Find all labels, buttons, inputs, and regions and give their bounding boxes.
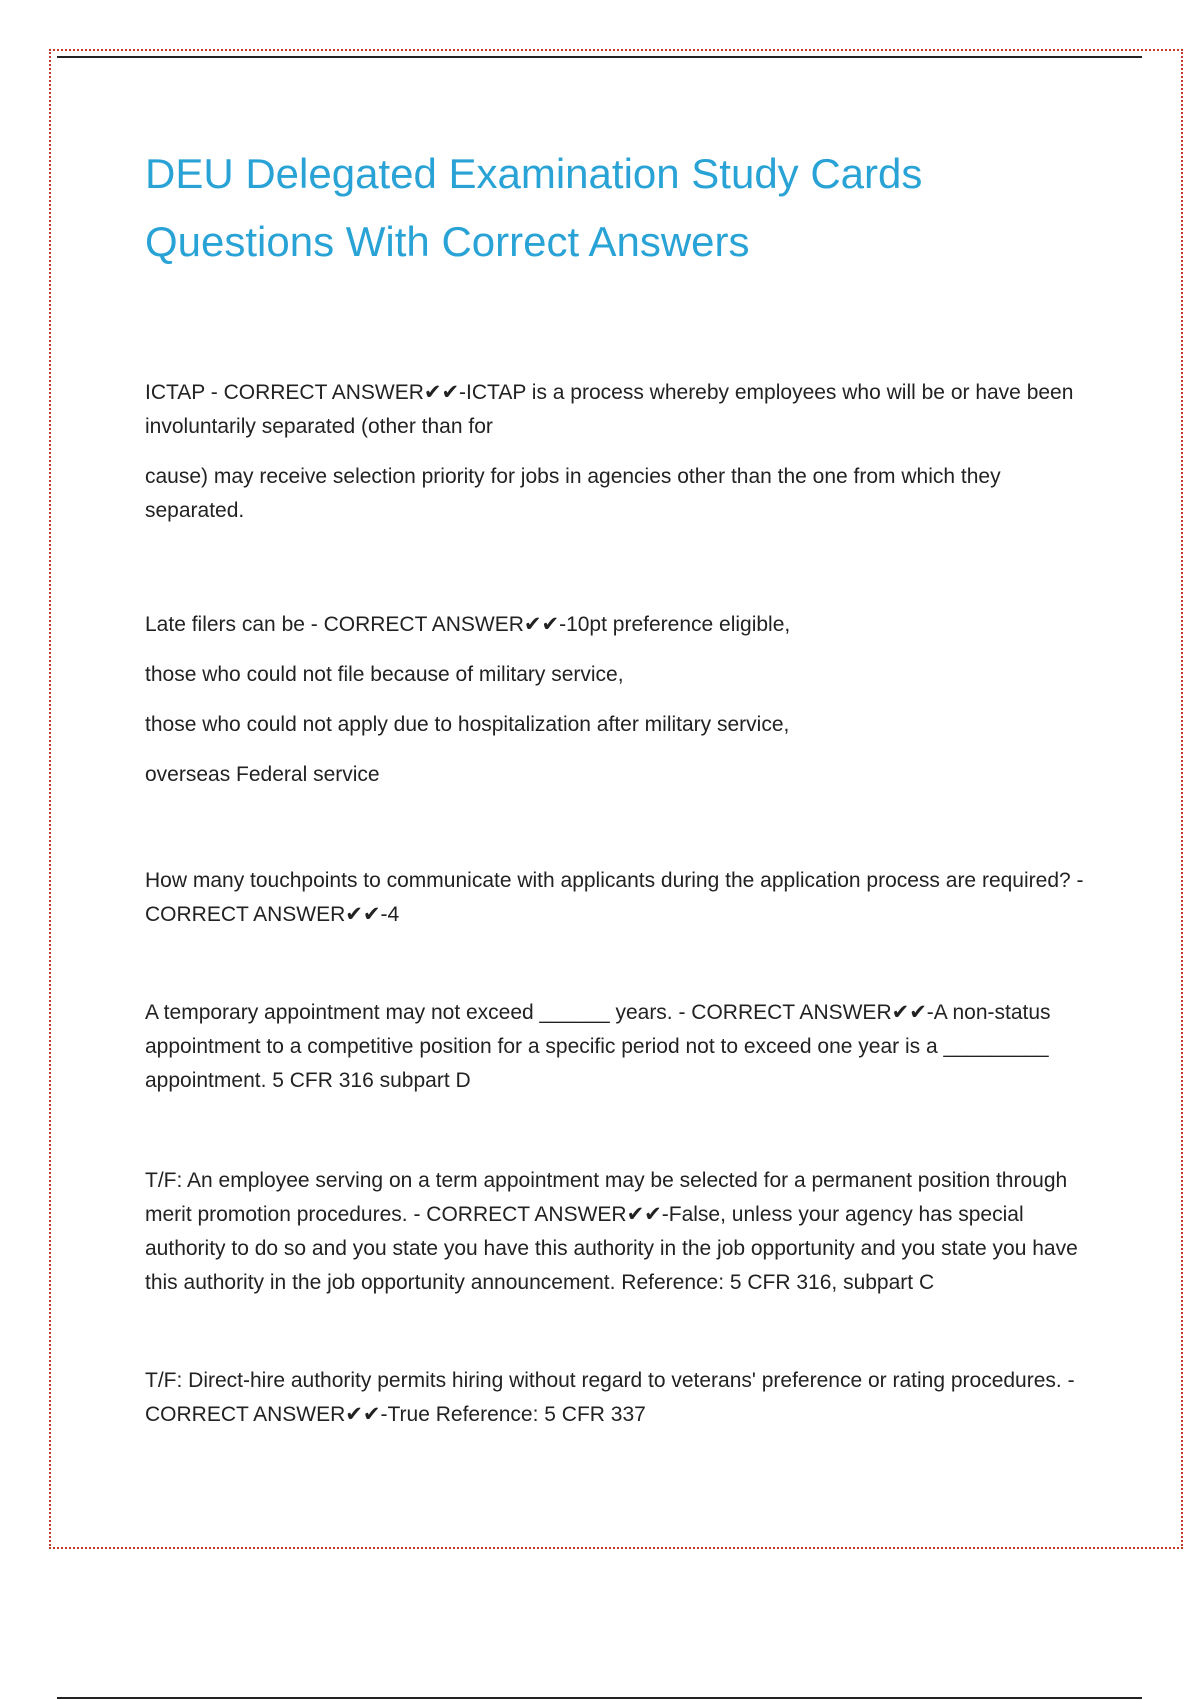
qa-paragraph: T/F: Direct-hire authority permits hiring without regard to veterans' preference or rating procedures. - CORRECT ANSWER✔✔-True Reference: 5 CFR 337 xyxy=(145,1369,1075,1426)
qa-card-touchpoints xyxy=(145,864,1085,932)
qa-paragraph: ICTAP - CORRECT ANSWER✔✔-ICTAP is a process whereby employees who will be or have been involuntarily separated (other than for xyxy=(145,381,1074,438)
document-title xyxy=(145,140,1085,276)
title-line-1: DEU Delegated Examination Study Cards xyxy=(145,150,923,197)
qa-card-term-appointment xyxy=(145,1164,1085,1300)
qa-paragraph: Late filers can be - CORRECT ANSWER✔✔-10pt preference eligible, xyxy=(145,613,791,636)
qa-card-ictap xyxy=(145,376,1085,528)
qa-card-late-filers xyxy=(145,608,1085,792)
qa-paragraph: those who could not file because of military service, xyxy=(145,663,624,686)
qa-paragraph: those who could not apply due to hospitalization after military service, xyxy=(145,713,790,736)
document-body xyxy=(145,140,1085,1494)
qa-card-direct-hire xyxy=(145,1364,1085,1432)
header-rule xyxy=(57,56,1142,58)
title-line-2: Questions With Correct Answers xyxy=(145,218,750,265)
qa-paragraph: cause) may receive selection priority for jobs in agencies other than the one from which they separated. xyxy=(145,465,1001,522)
qa-paragraph: overseas Federal service xyxy=(145,763,380,786)
qa-list xyxy=(145,376,1085,1432)
qa-paragraph: How many touchpoints to communicate with applicants during the application process are required? - CORRECT ANSWER✔✔-4 xyxy=(145,869,1084,926)
qa-card-temporary-appointment xyxy=(145,996,1085,1098)
qa-paragraph: A temporary appointment may not exceed ______ years. - CORRECT ANSWER✔✔-A non-status appointment to a competitive position for a specific period not to exceed one year is a _________ appointment. 5 CFR 316 subpart D xyxy=(145,1001,1051,1092)
footer-rule xyxy=(57,1697,1142,1699)
qa-paragraph: T/F: An employee serving on a term appointment may be selected for a permanent position through merit promotion procedures. - CORRECT ANSWER✔✔-False, unless your agency has special authority to do so and you state you have this authority in the job opportunity and you state you have this authority in the job opportunity announcement. Reference: 5 CFR 316, subpart C xyxy=(145,1169,1078,1294)
